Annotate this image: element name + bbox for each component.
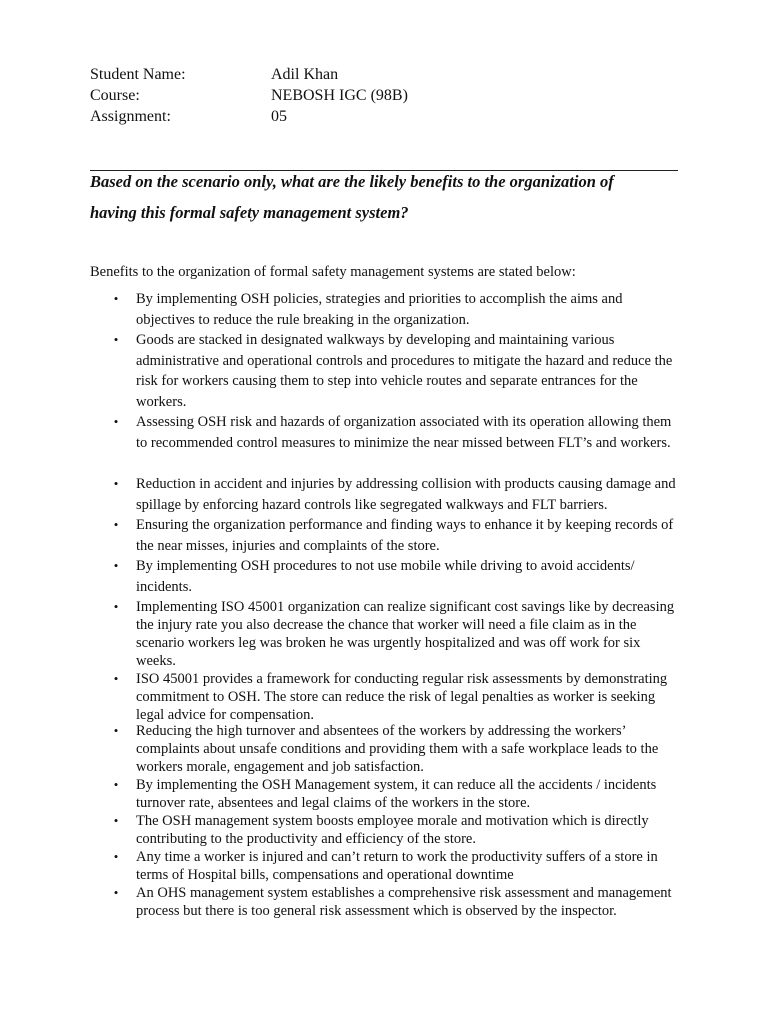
list-item-text: By implementing the OSH Management system, it can reduce all the accidents / incidents turnover rate, absentees and legal claims of the workers in the store. — [136, 777, 657, 811]
intro-paragraph: Benefits to the organization of formal safety management systems are stated below: — [90, 264, 576, 280]
bullet-icon: • — [113, 849, 119, 864]
list-item-text: Reduction in accident and injuries by addressing collision with products causing damage and spillage by enforcing hazard controls like segregated walkways and FLT barriers. — [136, 476, 676, 513]
bullet-icon: • — [113, 885, 119, 900]
course-value: NEBOSH IGC (98B) — [271, 87, 408, 104]
bullet-icon: • — [113, 671, 119, 686]
list-item-text: ISO 45001 provides a framework for conducting regular risk assessments by demonstrating commitment to OSH. The store can reduce the risk of legal penalties as worker is seeking legal advice for compensation. — [136, 671, 668, 723]
bullet-icon: • — [113, 414, 119, 429]
bullet-icon: • — [113, 332, 119, 347]
bullet-icon: • — [113, 558, 119, 573]
course-label: Course: — [90, 87, 140, 104]
question-line-1: Based on the scenario only, what are the likely benefits to the organization of — [90, 172, 614, 191]
assignment-value: 05 — [271, 108, 287, 125]
question-line-2: having this formal safety management system? — [90, 203, 409, 222]
list-item-text: The OSH management system boosts employee morale and motivation which is directly contributing to the productivity and efficiency of the store. — [136, 813, 649, 847]
bullet-icon: • — [113, 291, 119, 306]
list-item-text: Ensuring the organization performance and finding ways to enhance it by keeping records of the near misses, injuries and complaints of the store. — [136, 517, 674, 554]
list-item-text: Goods are stacked in designated walkways by developing and maintaining various administrative and operational controls and procedures to mitigate the hazard and reduce the risk for workers causing them to step into vehicle routes and separate entrances for the workers. — [136, 332, 673, 410]
list-item-text: Implementing ISO 45001 organization can realize significant cost savings like by decreasing the injury rate you also decrease the chance that worker will need a file claim as in the scenario workers leg was broken he was urgently hospitalized and was off work for six weeks. — [136, 599, 675, 669]
bullet-icon: • — [113, 813, 119, 828]
bullet-icon: • — [113, 517, 119, 532]
student-name-value: Adil Khan — [271, 66, 339, 83]
list-item-text: By implementing OSH procedures to not use mobile while driving to avoid accidents/ incidents. — [136, 558, 635, 595]
list-item-text: By implementing OSH policies, strategies and priorities to accomplish the aims and objectives to reduce the rule breaking in the organization. — [136, 291, 623, 328]
list-item-text: An OHS management system establishes a comprehensive risk assessment and management process but there is too general risk assessment which is observed by the inspector. — [136, 885, 672, 919]
bullet-icon: • — [113, 777, 119, 792]
list-item-text: Any time a worker is injured and can’t return to work the productivity suffers of a store in terms of Hospital bills, compensations and operational downtime — [136, 849, 658, 883]
list-item-text: Assessing OSH risk and hazards of organization associated with its operation allowing them to recommended control measures to minimize the near missed between FLT’s and workers. — [136, 414, 672, 451]
list-item-text: Reducing the high turnover and absentees of the workers by addressing the workers’ complaints about unsafe conditions and providing them with a safe workplace leads to the workers morale, engagement and job satisfaction. — [136, 723, 659, 775]
bullet-icon: • — [113, 476, 119, 491]
bullet-icon: • — [113, 723, 119, 738]
bullet-icon: • — [113, 599, 119, 614]
assignment-label: Assignment: — [90, 108, 171, 125]
student-name-label: Student Name: — [90, 66, 186, 83]
